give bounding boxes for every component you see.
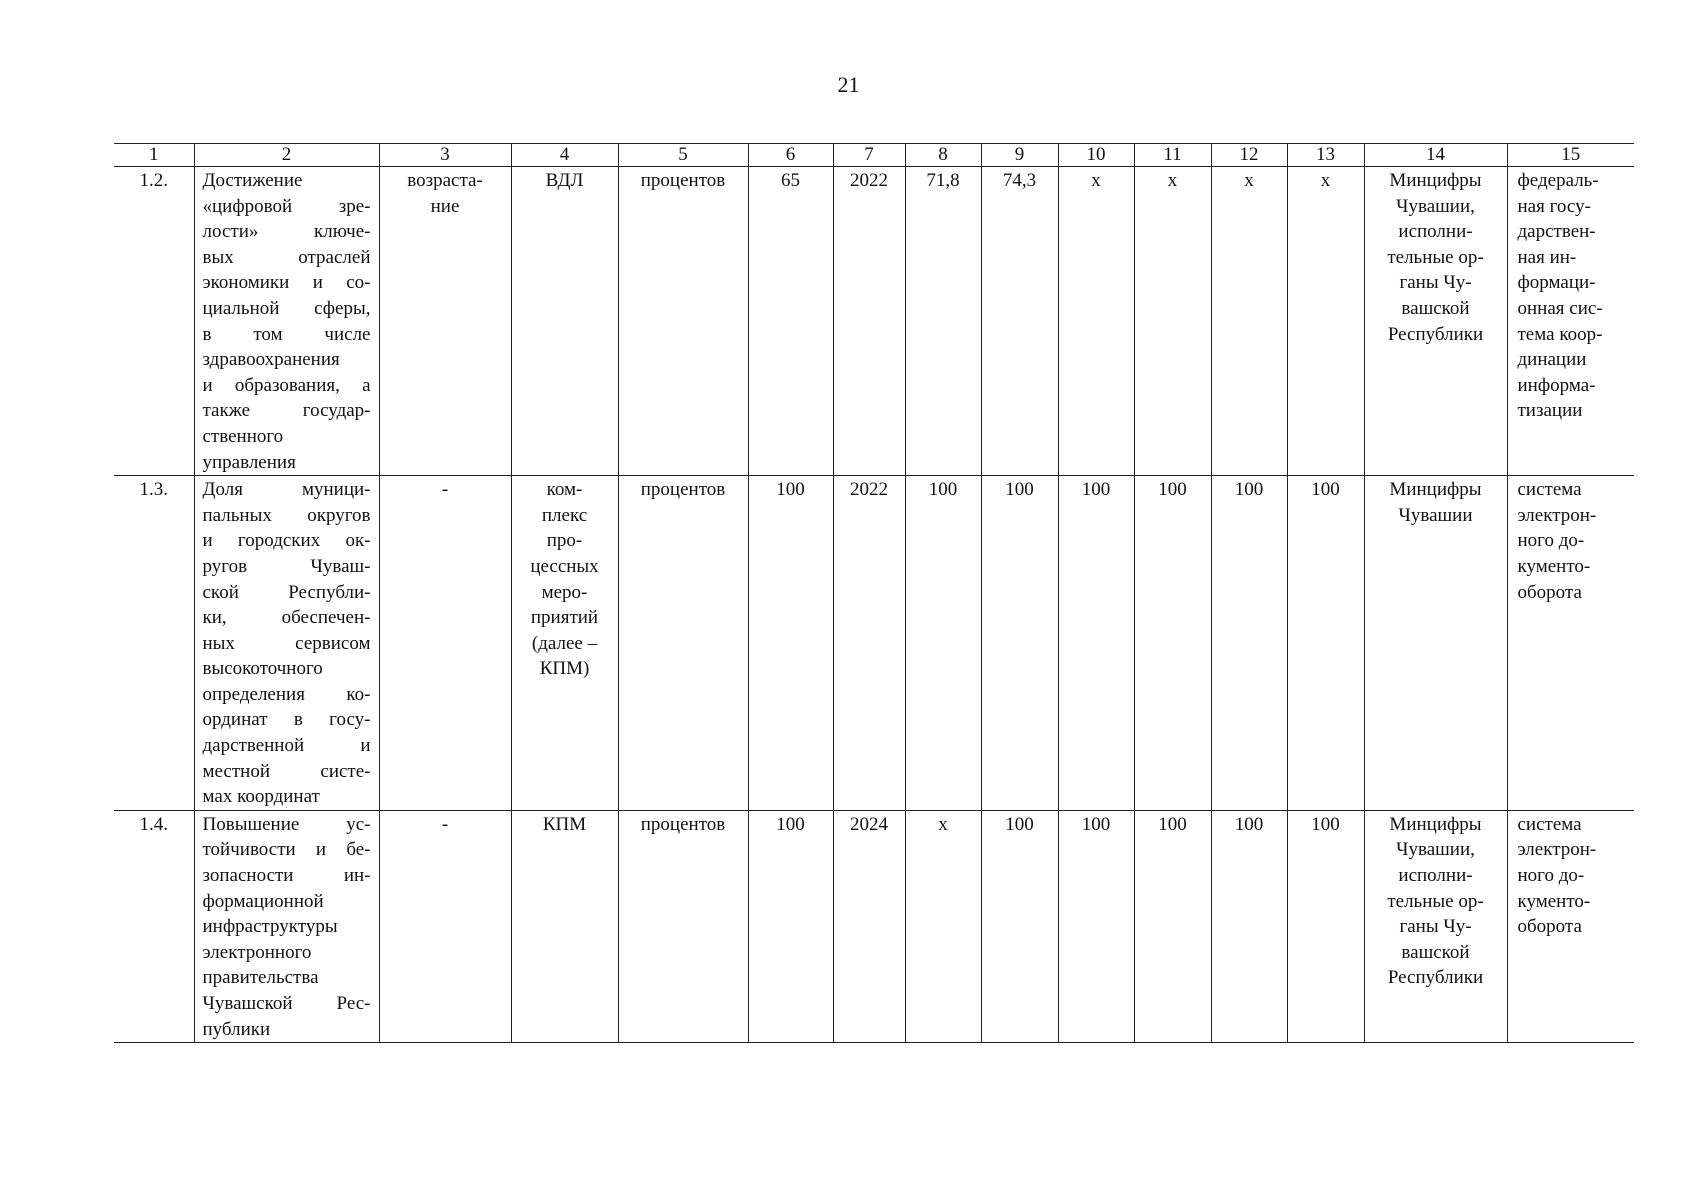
base-value: 100 [748,810,833,1042]
info-system-cell-line: ного до- [1517,865,1585,887]
indicator-name-line: публики [202,1018,271,1040]
indicator-type [511,167,618,476]
responsible-cell-line: Чувашии, [1396,195,1475,217]
column-number-header: 13 [1287,144,1364,167]
column-number-header: 12 [1211,144,1287,167]
indicator-name-line: лости» ключе- [202,221,371,243]
target-value: х [1134,167,1211,476]
indicator-name-line: Доля муници- [202,479,371,501]
column-number-header: 2 [194,144,379,167]
indicator-type [511,476,618,811]
target-value: 100 [981,476,1058,811]
row-number: 1.4. [114,810,194,1042]
unit-cell: процентов [618,810,748,1042]
column-number-header: 9 [981,144,1058,167]
responsible-cell-line: Республики [1387,967,1484,989]
indicator-type-line: про- [546,530,583,552]
target-value: 100 [1058,810,1134,1042]
indicator-name-line: также государ- [202,400,371,422]
indicator-name-line: ругов Чуваш- [202,555,371,577]
target-value: 74,3 [981,167,1058,476]
indicator-name-line: и образования, а [202,374,371,396]
responsible-cell-line: исполни- [1398,221,1473,243]
responsible-cell [1364,167,1507,476]
responsible-cell-line: тельные ор- [1387,246,1484,268]
responsible-cell-line: Чувашии [1398,504,1473,526]
indicator-name [194,810,379,1042]
indicator-type-line: ВДЛ [545,170,584,191]
header-row [114,144,1634,167]
indicator-name-line: вых отраслей [202,246,371,268]
responsible-cell-line: Республики [1387,323,1484,345]
trend-cell-line: - [441,479,449,501]
base-year: 2022 [833,167,905,476]
table-body [114,144,1634,1043]
base-year: 2022 [833,476,905,811]
info-system-cell-line: ного до- [1517,530,1585,552]
info-system-cell [1507,167,1634,476]
base-value: 100 [748,476,833,811]
indicator-name-line: и городских ок- [202,530,371,552]
indicator-type [511,810,618,1042]
target-value: х [905,810,981,1042]
info-system-cell-line: дарствен- [1517,221,1596,243]
indicator-type-line: КПМ) [539,658,590,680]
indicator-name-line: ординат в госу- [202,709,371,731]
responsible-cell [1364,476,1507,811]
indicator-type-line: КПМ [542,813,587,835]
trend-cell-line: - [441,813,449,835]
info-system-cell-line: федераль- [1517,170,1599,191]
indicator-name-line: экономики и со- [202,272,371,294]
indicator-name-line: пальных округов [202,504,371,526]
indicator-name-line: электронного [202,941,312,963]
column-number-header: 7 [833,144,905,167]
responsible-cell-line: ганы Чу- [1399,272,1472,294]
unit-cell: процентов [618,167,748,476]
target-value: 100 [1287,810,1364,1042]
indicator-name-line: здравоохранения [202,349,340,371]
column-number-header: 8 [905,144,981,167]
info-system-cell-line: тема коор- [1517,323,1603,345]
indicator-name-line: ской Республи- [202,581,371,603]
info-system-cell-line: система [1517,813,1582,835]
target-value: 100 [1134,810,1211,1042]
info-system-cell-line: оборота [1517,581,1582,603]
column-number-header: 14 [1364,144,1507,167]
target-value: 100 [905,476,981,811]
responsible-cell-line: вашской [1401,941,1470,963]
target-value: 100 [1058,476,1134,811]
table-row [114,167,1634,476]
info-system-cell-line: формаци- [1517,272,1596,294]
base-value: 65 [748,167,833,476]
row-number: 1.3. [114,476,194,811]
table-row [114,476,1634,811]
responsible-cell-line: Минцифры [1389,479,1482,501]
target-value: 71,8 [905,167,981,476]
indicator-name-line: дарственной и [202,735,371,757]
info-system-cell-line: тизации [1517,400,1583,422]
column-number-header: 4 [511,144,618,167]
base-year: 2024 [833,810,905,1042]
info-system-cell-line: электрон- [1517,839,1597,861]
unit-cell: процентов [618,476,748,811]
responsible-cell-line: Минцифры [1389,170,1482,191]
indicator-name-line: Повышение ус- [202,813,371,835]
target-value: 100 [1134,476,1211,811]
indicator-type-line: (далее – [531,632,598,654]
indicator-name-line: формационной [202,890,324,912]
info-system-cell-line: онная сис- [1517,297,1603,319]
info-system-cell-line: кументо- [1517,890,1591,912]
indicator-type-line: меро- [541,581,588,603]
target-value: х [1287,167,1364,476]
indicator-name-line: правительства [202,967,319,989]
indicator-name-line: тойчивости и бе- [202,839,371,861]
indicator-name [194,167,379,476]
info-system-cell-line: система [1517,479,1582,501]
indicator-name-line: циальной сферы, [202,297,371,319]
indicator-name-line: ных сервисом [202,632,371,654]
indicators-table [114,143,1634,1043]
indicator-name-line: «цифровой зре- [202,195,371,217]
info-system-cell [1507,810,1634,1042]
target-value: х [1058,167,1134,476]
indicator-name-line: управления [202,451,296,473]
info-system-cell-line: ная госу- [1517,195,1591,217]
row-number: 1.2. [114,167,194,476]
table-row [114,810,1634,1042]
column-number-header: 5 [618,144,748,167]
indicator-name-line: зопасности ин- [202,865,371,887]
column-number-header: 1 [114,144,194,167]
responsible-cell [1364,810,1507,1042]
indicator-name-line: ки, обеспечен- [202,607,371,629]
indicator-name [194,476,379,811]
trend-cell [379,167,511,476]
target-value: 100 [1211,476,1287,811]
indicator-type-line: приятий [530,607,599,629]
indicator-name-line: Чувашской Рес- [202,993,371,1014]
info-system-cell-line: информа- [1517,374,1596,396]
indicator-type-line: ком- [546,479,583,501]
trend-cell [379,476,511,811]
info-system-cell-line: кументо- [1517,555,1591,577]
trend-cell-line: ние [430,195,460,217]
indicator-type-line: цессных [530,555,599,577]
column-number-header: 10 [1058,144,1134,167]
indicator-type-line: плекс [541,504,588,526]
indicator-name-line: ственного [202,425,284,447]
indicator-name-line: местной систе- [202,760,371,782]
column-number-header: 3 [379,144,511,167]
indicator-name-line: мах координат [202,786,320,808]
page-number: 21 [837,72,860,97]
responsible-cell-line: тельные ор- [1387,890,1484,912]
target-value: 100 [1211,810,1287,1042]
info-system-cell-line: оборота [1517,916,1582,938]
trend-cell [379,810,511,1042]
info-system-cell [1507,476,1634,811]
indicator-name-line: инфраструктуры [202,916,338,938]
responsible-cell-line: Минцифры [1389,813,1482,835]
info-system-cell-line: ная ин- [1517,246,1577,268]
info-system-cell-line: электрон- [1517,504,1597,526]
responsible-cell-line: ганы Чу- [1399,916,1472,938]
responsible-cell-line: Чувашии, [1396,839,1475,861]
target-value: х [1211,167,1287,476]
indicator-name-line: высокоточного [202,658,323,680]
info-system-cell-line: динации [1517,349,1587,371]
trend-cell-line: возраста- [407,170,483,191]
responsible-cell-line: вашской [1401,297,1470,319]
indicator-name-line: Достижение [202,170,303,191]
target-value: 100 [1287,476,1364,811]
column-number-header: 11 [1134,144,1211,167]
column-number-header: 6 [748,144,833,167]
responsible-cell-line: исполни- [1398,865,1473,887]
indicator-name-line: определения ко- [202,683,371,705]
target-value: 100 [981,810,1058,1042]
column-number-header: 15 [1507,144,1634,167]
indicator-name-line: в том числе [202,323,371,345]
